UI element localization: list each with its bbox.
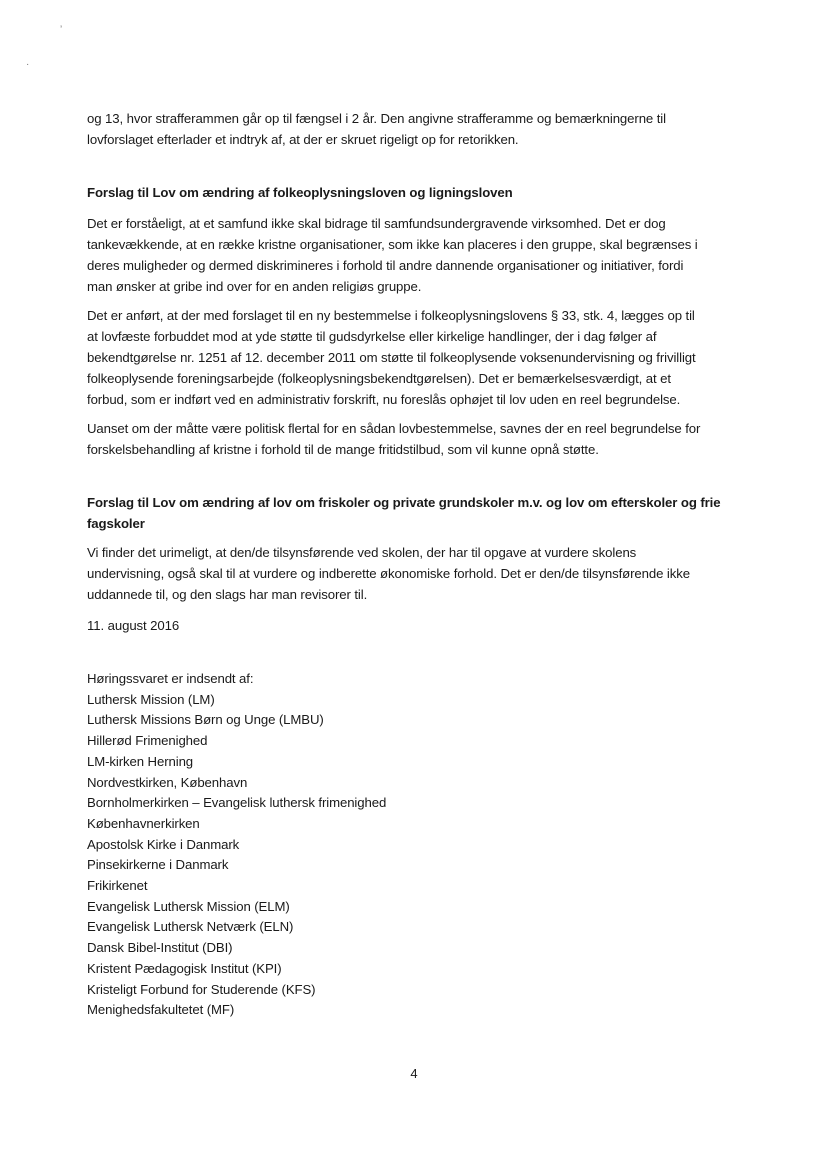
intro-paragraph: [87, 108, 737, 150]
sender-item: Evangelisk Luthersk Netværk (ELN): [87, 919, 294, 935]
sender-item: Evangelisk Luthersk Mission (ELM): [87, 898, 290, 914]
heading-line: Forslag til Lov om ændring af lov om friskoler og private grundskoler m.v. og lov om efterskoler og frie: [87, 495, 721, 510]
document-date: 11. august 2016: [87, 618, 180, 633]
section-heading-friskoler: [87, 492, 737, 534]
text-line: at lovfæste forbuddet mod at yde støtte til gudsdyrkelse eller kirkelige handlinger, der i dag følger af: [87, 329, 657, 344]
heading-line: fagskoler: [87, 516, 145, 531]
sender-item: Kristeligt Forbund for Studerende (KFS): [87, 981, 316, 997]
sender-item: Kristent Pædagogisk Institut (KPI): [87, 960, 282, 976]
text-line: Det er forståeligt, at et samfund ikke skal bidrage til samfundsundergravende virksomhed. Det er dog: [87, 216, 666, 231]
section1-paragraph-2: [87, 305, 737, 410]
section2-paragraph-1: [87, 542, 737, 605]
section1-paragraph-3: [87, 418, 737, 460]
sender-item: Dansk Bibel-Institut (DBI): [87, 940, 233, 956]
sender-item: Bornholmerkirken – Evangelisk luthersk frimenighed: [87, 795, 387, 811]
text-line: forbud, som er indført ved en administrativ forskrift, nu foreslås ophøjet til lov uden en reel begrundelse.: [87, 392, 681, 407]
text-line: bekendtgørelse nr. 1251 af 12. december 2011 om støtte til folkeoplysende voksenundervisning og frivilligt: [87, 350, 696, 365]
text-line: og 13, hvor strafferammen går op til fængsel i 2 år. Den angivne strafferamme og bemærkningerne til: [87, 111, 666, 126]
senders-intro: Høringssvaret er indsendt af:: [87, 671, 254, 686]
sender-item: Apostolsk Kirke i Danmark: [87, 836, 240, 852]
document-page: [87, 108, 737, 1021]
senders-list: [87, 690, 737, 1021]
sender-item: LM-kirken Herning: [87, 753, 194, 769]
text-line: lovforslaget efterlader et indtryk af, at der er skruet rigeligt op for retorikken.: [87, 132, 519, 147]
section1-paragraph-1: [87, 213, 737, 297]
sender-item: Hillerød Frimenighed: [87, 733, 208, 749]
text-line: forskelsbehandling af kristne i forhold til de mange fritidstilbud, som vil kunne opnå støtte.: [87, 442, 599, 457]
sender-item: Københavnerkirken: [87, 815, 200, 831]
sender-item: Pinsekirkerne i Danmark: [87, 857, 229, 873]
text-line: deres muligheder og dermed diskrimineres i forhold til andre dannende organisationer og initiativer, fordi: [87, 258, 684, 273]
sender-item: Luthersk Mission (LM): [87, 691, 215, 707]
page-number: 4: [410, 1066, 418, 1081]
text-line: tankevækkende, at en række kristne organisationer, som ikke kan placeres i den gruppe, skal begrænses i: [87, 237, 698, 252]
text-line: Uanset om der måtte være politisk flertal for en sådan lovbestemmelse, savnes der en reel begrundelse for: [87, 421, 701, 436]
senders-block: [87, 669, 737, 1021]
text-line: uddannede til, og den slags har man revisorer til.: [87, 587, 368, 602]
sender-item: Luthersk Missions Børn og Unge (LMBU): [87, 712, 324, 728]
scan-mark: ·: [26, 59, 30, 70]
text-line: Vi finder det urimeligt, at den/de tilsynsførende ved skolen, der har til opgave at vurdere skolens: [87, 545, 637, 560]
text-line: man ønsker at gribe ind over for en anden religiøs gruppe.: [87, 279, 422, 294]
text-line: folkeoplysende foreningsarbejde (folkeoplysningsbekendtgørelsen). Det er bemærkelsesværdigt, at et: [87, 371, 671, 386]
sender-item: Nordvestkirken, København: [87, 774, 248, 790]
sender-item: Frikirkenet: [87, 878, 148, 894]
section-heading-folkeoplysningsloven: Forslag til Lov om ændring af folkeoplysningsloven og ligningsloven: [87, 185, 513, 200]
scan-mark: ʼ: [60, 25, 63, 36]
text-line: Det er anført, at der med forslaget til en ny bestemmelse i folkeoplysningslovens § 33, stk. 4, lægges op til: [87, 308, 695, 323]
sender-item: Menighedsfakultetet (MF): [87, 1002, 235, 1018]
text-line: undervisning, også skal til at vurdere og indberette økonomiske forhold. Det er den/de tilsynsførende ikke: [87, 566, 690, 581]
